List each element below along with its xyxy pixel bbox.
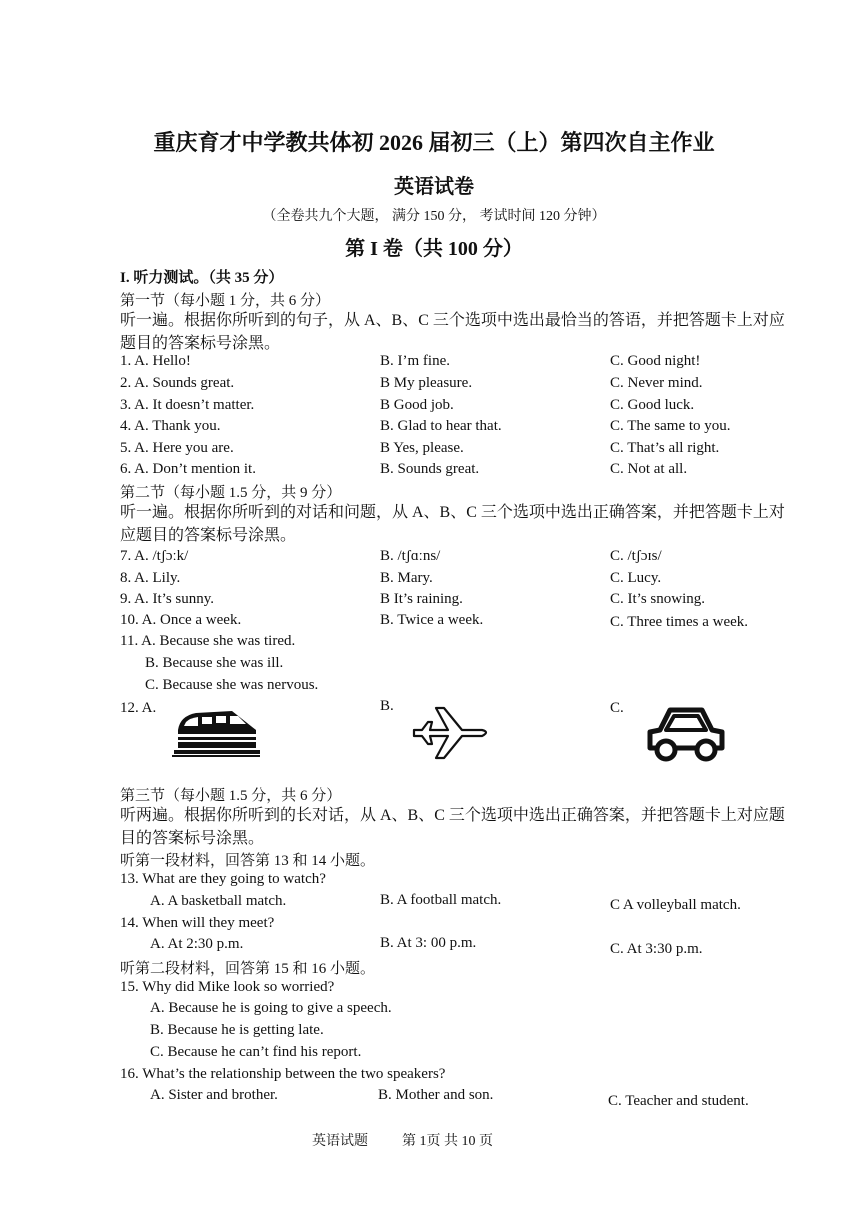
q12-option-c: C. bbox=[610, 700, 624, 716]
part1-heading: I. 听力测试。（共 35 分） bbox=[120, 270, 284, 286]
q11-option-b: B. Because she was ill. bbox=[145, 655, 284, 671]
volume-heading: 第 I 卷（共 100 分） bbox=[345, 238, 523, 260]
q16-option-a: A. Sister and brother. bbox=[150, 1087, 278, 1103]
q15-option-b: B. Because he is getting late. bbox=[150, 1022, 324, 1038]
q13-question: 13. What are they going to watch? bbox=[120, 871, 326, 887]
q11-option-a: 11. A. Because she was tired. bbox=[120, 633, 296, 649]
exam-note: （全卷共九个大题， 满分 150 分， 考试时间 120 分钟） bbox=[262, 209, 606, 224]
q7-option-a: 7. A. /tʃɔːk/ bbox=[120, 548, 189, 564]
q16-option-c: C. Teacher and student. bbox=[608, 1093, 749, 1109]
q15-option-a: A. Because he is going to give a speech. bbox=[150, 1000, 392, 1016]
train-icon bbox=[172, 708, 260, 758]
q13-option-a: A. A basketball match. bbox=[150, 893, 287, 909]
q13-option-c: C A volleyball match. bbox=[610, 897, 741, 913]
q15-option-c: C. Because he can’t find his report. bbox=[150, 1044, 362, 1060]
q4-option-b: B. Glad to hear that. bbox=[380, 418, 502, 434]
q12-option-a: 12. A. bbox=[120, 700, 157, 716]
q1-option-a: 1. A. Hello! bbox=[120, 353, 191, 369]
q3-option-b: B Good job. bbox=[380, 397, 454, 413]
sec1-directions: 听一遍。根据你所听到的句子，从 A、B、C 三个选项中选出最恰当的答语，并把答题卡上对应题目的答案标号涂黑。 bbox=[120, 312, 785, 352]
q1-option-c: C. Good night! bbox=[610, 353, 701, 369]
q1-option-b: B. I’m fine. bbox=[380, 353, 450, 369]
q5-option-a: 5. A. Here you are. bbox=[120, 440, 234, 456]
q14-option-b: B. At 3: 00 p.m. bbox=[380, 935, 477, 951]
q7-option-b: B. /tʃɑːns/ bbox=[380, 548, 441, 564]
q13-option-b: B. A football match. bbox=[380, 892, 502, 908]
q14-option-a: A. At 2:30 p.m. bbox=[150, 936, 244, 952]
airplane-icon bbox=[410, 702, 492, 764]
q16-question: 16. What’s the relationship between the two speakers? bbox=[120, 1066, 446, 1082]
q7-option-c: C. /tʃɔɪs/ bbox=[610, 548, 662, 564]
q15-question: 15. Why did Mike look so worried? bbox=[120, 979, 335, 995]
footer-page: 第 1页 共 10 页 bbox=[402, 1134, 493, 1149]
sec3-directions: 听两遍。根据你所听到的长对话，从 A、B、C 三个选项中选出正确答案，并把答题卡上对应题目的答案标号涂黑。 bbox=[120, 807, 785, 847]
q10-option-b: B. Twice a week. bbox=[380, 612, 484, 628]
q9-option-c: C. It’s snowing. bbox=[610, 591, 706, 607]
q4-option-a: 4. A. Thank you. bbox=[120, 418, 221, 434]
q2-option-c: C. Never mind. bbox=[610, 375, 703, 391]
q2-option-a: 2. A. Sounds great. bbox=[120, 375, 235, 391]
q3-option-c: C. Good luck. bbox=[610, 397, 695, 413]
q16-option-b: B. Mother and son. bbox=[378, 1087, 494, 1103]
footer-subject: 英语试题 bbox=[312, 1134, 368, 1149]
q3-option-a: 3. A. It doesn’t matter. bbox=[120, 397, 255, 413]
q4-option-c: C. The same to you. bbox=[610, 418, 731, 434]
sec2-directions: 听一遍。根据你所听到的对话和问题，从 A、B、C 三个选项中选出正确答案，并把答题卡上对应题目的答案标号涂黑。 bbox=[120, 504, 785, 544]
q6-option-b: B. Sounds great. bbox=[380, 461, 480, 477]
exam-title: 重庆育才中学教共体初 2026 届初三（上）第四次自主作业 bbox=[153, 130, 715, 155]
q11-option-c: C. Because she was nervous. bbox=[145, 677, 319, 693]
q8-option-c: C. Lucy. bbox=[610, 570, 662, 586]
q8-option-b: B. Mary. bbox=[380, 570, 433, 586]
q6-option-c: C. Not at all. bbox=[610, 461, 688, 477]
car-icon bbox=[644, 704, 728, 766]
q12-option-b: B. bbox=[380, 698, 394, 714]
sec1-heading: 第一节（每小题 1 分，共 6 分） bbox=[120, 293, 331, 309]
q6-option-a: 6. A. Don’t mention it. bbox=[120, 461, 256, 477]
sec2-heading: 第二节（每小题 1.5 分，共 9 分） bbox=[120, 485, 342, 501]
q8-option-a: 8. A. Lily. bbox=[120, 570, 181, 586]
q5-option-c: C. That’s all right. bbox=[610, 440, 720, 456]
q9-option-a: 9. A. It’s sunny. bbox=[120, 591, 215, 607]
q2-option-b: B My pleasure. bbox=[380, 375, 473, 391]
q5-option-b: B Yes, please. bbox=[380, 440, 464, 456]
q9-option-b: B It’s raining. bbox=[380, 591, 463, 607]
q14-question: 14. When will they meet? bbox=[120, 915, 275, 931]
q14-option-c: C. At 3:30 p.m. bbox=[610, 941, 703, 957]
q10-option-c: C. Three times a week. bbox=[610, 614, 749, 630]
q10-option-a: 10. A. Once a week. bbox=[120, 612, 242, 628]
sec3-heading: 第三节（每小题 1.5 分，共 6 分） bbox=[120, 788, 342, 804]
material1-label: 听第一段材料，回答第 13 和 14 小题。 bbox=[120, 853, 376, 869]
material2-label: 听第二段材料，回答第 15 和 16 小题。 bbox=[120, 961, 376, 977]
exam-subtitle: 英语试卷 bbox=[394, 176, 474, 198]
